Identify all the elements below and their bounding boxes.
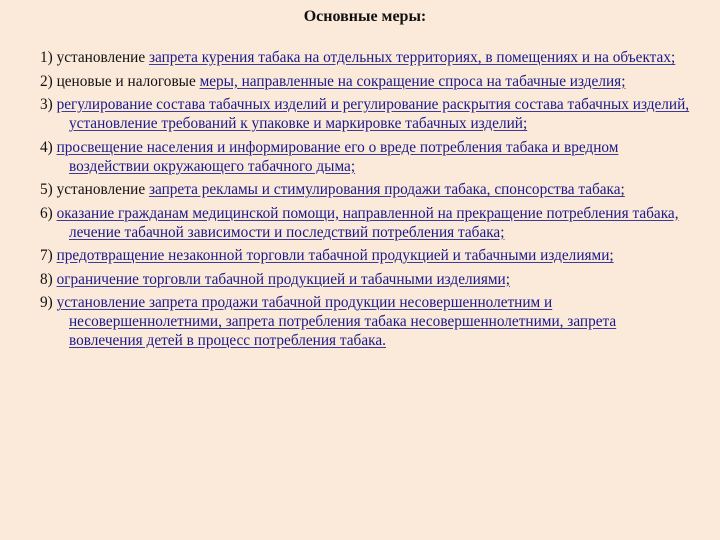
item-number: 1) — [40, 49, 53, 66]
list-item — [40, 72, 690, 91]
list-item — [40, 180, 690, 199]
list-item — [40, 293, 690, 350]
measures-list — [40, 48, 690, 350]
item-number: 7) — [40, 247, 53, 264]
item-number: 4) — [40, 138, 53, 156]
list-item — [40, 270, 690, 289]
item-number: 2) — [40, 72, 53, 90]
item-number: 9) — [40, 294, 53, 311]
item-link[interactable]: просвещение населения и информирование его о вреде потребления табака и вредном воздействии окружающего табачного дыма; — [56, 138, 619, 175]
item-link[interactable]: установление запрета продажи табачной продукции несовершеннолетним и несовершеннолетними, запрета потребления табака несовершеннолетними, запрета вовлечения детей в процесс потребления табака. — [56, 294, 617, 349]
item-link[interactable]: предотвращение незаконной торговли табачной продукцией и табачными изделиями; — [56, 247, 614, 264]
slide-title: Основные меры: — [303, 8, 427, 25]
item-link[interactable]: регулирование состава табачных изделий и регулирование раскрытия состава табачных изделий, установление требований к упаковке и маркировке табачных изделий; — [56, 96, 690, 132]
item-lead-text: ценовые и налоговые — [56, 72, 200, 90]
list-item — [40, 95, 690, 133]
item-link[interactable]: запрета рекламы и стимулирования продажи табака, спонсорства табака; — [148, 181, 625, 198]
list-item — [40, 138, 690, 176]
list-item — [40, 246, 690, 265]
item-link[interactable]: ограничение торговли табачной продукцией и табачными изделиями; — [56, 270, 510, 288]
item-link[interactable]: оказание гражданам медицинской помощи, направленной на прекращение потребления табака, лечение табачной зависимости и последствий потребления табака; — [56, 204, 679, 241]
item-link[interactable]: меры, направленные на сокращение спроса на табачные изделия; — [199, 72, 626, 90]
item-link[interactable]: запрета курения табака на отдельных территориях, в помещениях и на объектах; — [148, 49, 676, 66]
item-number: 8) — [40, 270, 53, 288]
item-lead-text: установление — [56, 181, 149, 198]
item-number: 3) — [40, 96, 53, 113]
item-lead-text: установление — [56, 49, 149, 66]
list-item — [40, 204, 690, 242]
list-item — [40, 48, 690, 67]
item-number: 5) — [40, 181, 53, 198]
item-number: 6) — [40, 204, 53, 222]
